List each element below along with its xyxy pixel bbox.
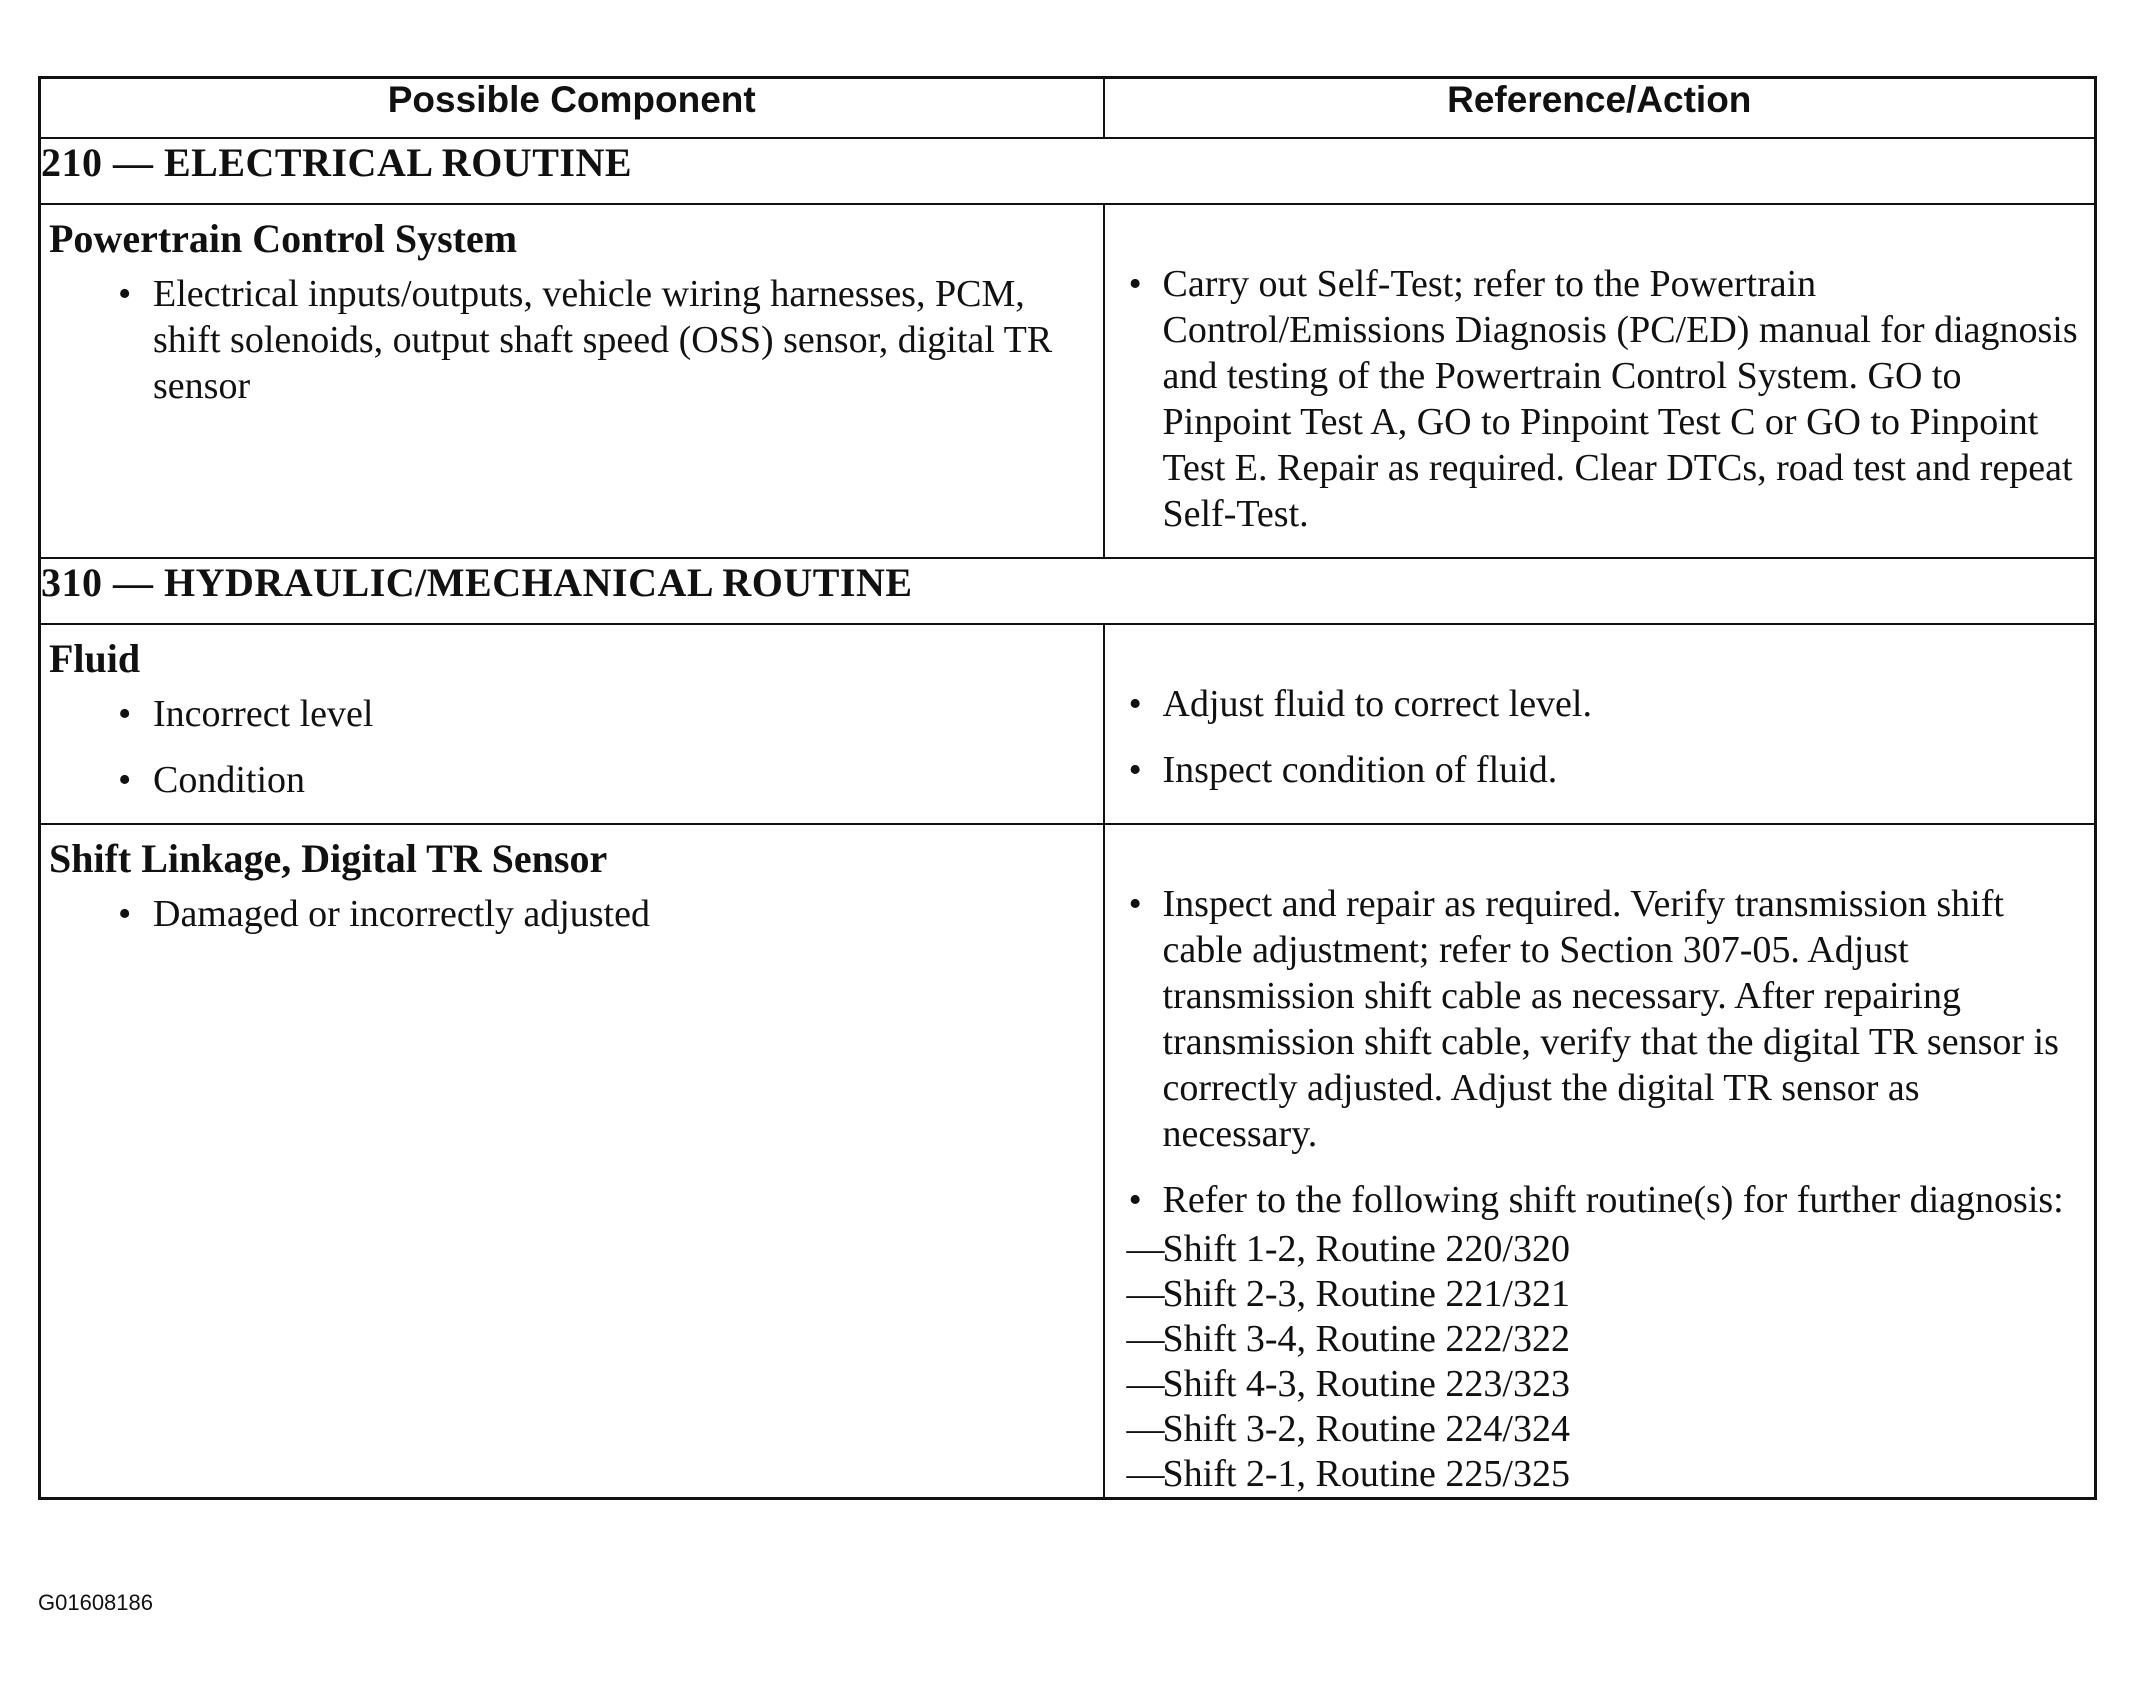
component-text: Damaged or incorrectly adjusted bbox=[153, 893, 650, 935]
reference-action-header: Reference/Action bbox=[1104, 78, 2096, 139]
component-cell bbox=[40, 624, 1104, 824]
component-text: Incorrect level bbox=[153, 693, 374, 735]
component-text: Electrical inputs/outputs, vehicle wiring harnesses, PCM, shift solenoids, output shaft speed (OSS) sensor, digital TR sensor bbox=[153, 273, 1053, 407]
routine-row bbox=[40, 138, 2096, 204]
bullet-icon: • bbox=[118, 693, 132, 735]
dash-icon: — bbox=[1126, 1453, 1165, 1495]
list-item bbox=[41, 691, 1103, 737]
shift-routine-text: Shift 2-1, Routine 225/325 bbox=[1162, 1453, 1570, 1495]
bullet-icon: • bbox=[118, 273, 132, 315]
list-item bbox=[1105, 881, 2095, 1157]
action-list bbox=[1105, 261, 2095, 537]
bullet-icon: • bbox=[1128, 883, 1142, 925]
dash-icon: — bbox=[1126, 1408, 1165, 1450]
routine-310-title: 310 — HYDRAULIC/MECHANICAL ROUTINE bbox=[40, 558, 2096, 624]
figure-id: G01608186 bbox=[38, 1590, 153, 1615]
list-item bbox=[1105, 1407, 2095, 1452]
list-item bbox=[1105, 1272, 2095, 1317]
bullet-icon: • bbox=[1128, 683, 1142, 725]
diagnosis-table-container bbox=[38, 76, 2094, 1500]
group-row bbox=[40, 204, 2096, 558]
bullet-icon: • bbox=[1128, 749, 1142, 791]
list-item bbox=[1105, 1177, 2095, 1223]
possible-component-header: Possible Component bbox=[40, 78, 1104, 139]
component-cell bbox=[40, 204, 1104, 558]
list-item bbox=[1105, 1362, 2095, 1407]
list-item bbox=[1105, 1317, 2095, 1362]
component-text: Condition bbox=[153, 759, 306, 801]
action-list bbox=[1105, 881, 2095, 1223]
routine-210-title: 210 — ELECTRICAL ROUTINE bbox=[40, 138, 2096, 204]
action-cell bbox=[1104, 624, 2096, 824]
list-item bbox=[1105, 1227, 2095, 1272]
shift-routine-text: Shift 2-3, Routine 221/321 bbox=[1162, 1273, 1570, 1315]
dash-icon: — bbox=[1126, 1228, 1165, 1270]
action-cell bbox=[1104, 824, 2096, 1499]
action-text: Inspect condition of fluid. bbox=[1162, 749, 1558, 791]
header-row bbox=[40, 78, 2096, 139]
shift-routine-text: Shift 4-3, Routine 223/323 bbox=[1162, 1363, 1570, 1405]
diagnosis-table bbox=[38, 76, 2097, 1500]
action-text: Refer to the following shift routine(s) for further diagnosis: bbox=[1162, 1179, 2064, 1221]
group-row bbox=[40, 624, 2096, 824]
component-list bbox=[41, 271, 1103, 409]
bullet-icon: • bbox=[1128, 1179, 1142, 1221]
action-cell bbox=[1104, 204, 2096, 558]
component-cell bbox=[40, 824, 1104, 1499]
list-item bbox=[41, 757, 1103, 803]
component-list bbox=[41, 691, 1103, 803]
component-list bbox=[41, 891, 1103, 937]
bullet-icon: • bbox=[1128, 263, 1142, 305]
routine-row bbox=[40, 558, 2096, 624]
bullet-icon: • bbox=[118, 759, 132, 801]
action-text: Carry out Self-Test; refer to the Powertrain Control/Emissions Diagnosis (PC/ED) manual for diagnosis and testing of the Powertrain Control System. GO to Pinpoint Test A, GO to Pinpoint Test C or GO to Pinpoint Test E. Repair as required. Clear DTCs, road test and repeat Self-Test. bbox=[1162, 263, 2078, 535]
action-list bbox=[1105, 681, 2095, 793]
action-text: Inspect and repair as required. Verify transmission shift cable adjustment; refer to Section 307-05. Adjust transmission shift cable as necessary. After repairing transmission shift cable, verify that the digital TR sensor is correctly adjusted. Adjust the digital TR sensor as necessary. bbox=[1162, 883, 2059, 1155]
list-item bbox=[41, 271, 1103, 409]
group-title: Shift Linkage, Digital TR Sensor bbox=[49, 836, 608, 881]
dash-icon: — bbox=[1126, 1363, 1165, 1405]
group-title: Fluid bbox=[49, 636, 141, 681]
action-text: Adjust fluid to correct level. bbox=[1162, 683, 1592, 725]
shift-routine-list bbox=[1105, 1227, 2095, 1497]
list-item bbox=[1105, 261, 2095, 537]
bullet-icon: • bbox=[118, 893, 132, 935]
dash-icon: — bbox=[1126, 1318, 1165, 1360]
list-item bbox=[1105, 747, 2095, 793]
list-item bbox=[1105, 1452, 2095, 1497]
shift-routine-text: Shift 3-4, Routine 222/322 bbox=[1162, 1318, 1570, 1360]
list-item bbox=[41, 891, 1103, 937]
shift-routine-text: Shift 1-2, Routine 220/320 bbox=[1162, 1228, 1570, 1270]
group-title: Powertrain Control System bbox=[49, 216, 518, 261]
list-item bbox=[1105, 681, 2095, 727]
shift-routine-text: Shift 3-2, Routine 224/324 bbox=[1162, 1408, 1570, 1450]
group-row bbox=[40, 824, 2096, 1499]
dash-icon: — bbox=[1126, 1273, 1165, 1315]
